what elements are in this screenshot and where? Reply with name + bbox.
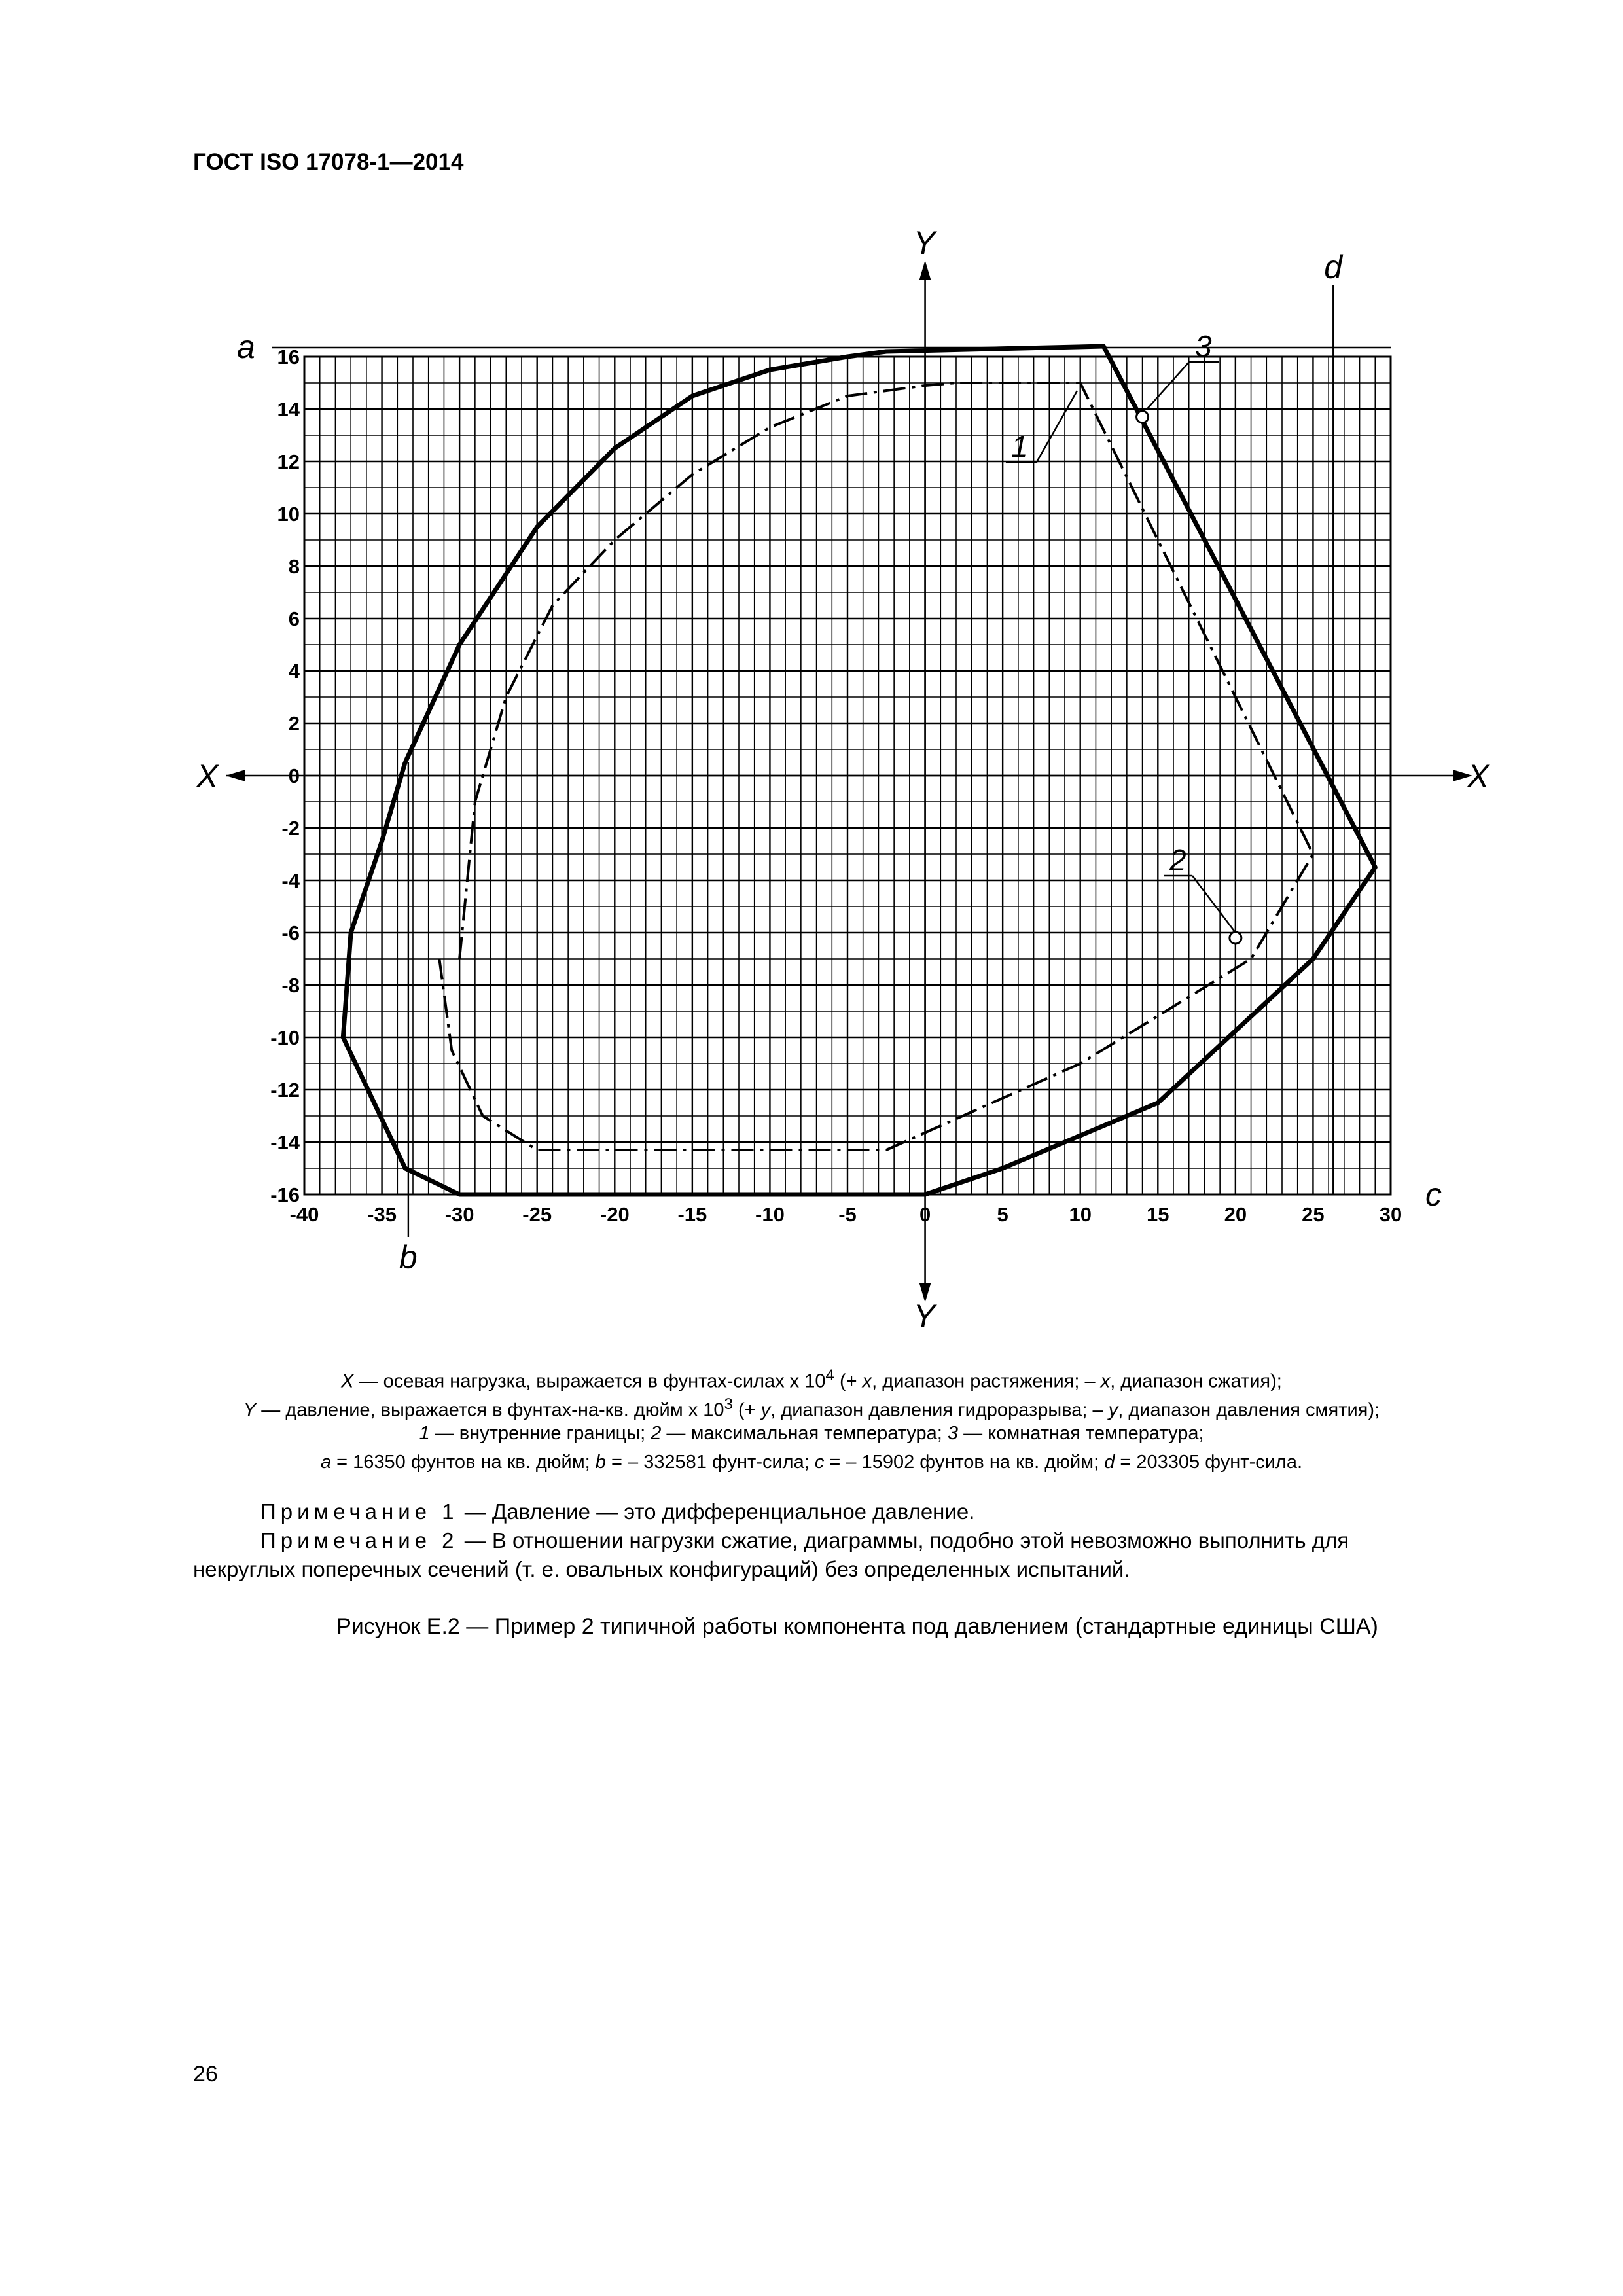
y-tick-label: 0 [288,764,300,787]
marker-2 [1230,932,1241,944]
x-tick-label: 10 [1069,1203,1092,1226]
y-axis-label-bottom: Y [913,1298,935,1335]
callout-label-3: 3 [1195,329,1212,363]
page-number: 26 [193,2062,218,2087]
callout-label-2: 2 [1169,843,1186,877]
x-axis-label-right: X [1467,758,1489,795]
tick-labels [270,346,1402,1226]
x-tick-label: -25 [522,1203,552,1226]
y-tick-label: 14 [277,398,300,421]
x-tick-label: -15 [677,1203,707,1226]
y-tick-label: -4 [281,869,300,892]
ref-label-b: b [399,1239,418,1276]
y-tick-label: 10 [277,503,300,526]
x-axis-arrow-left [226,770,245,781]
legend-line-2: Y — давление, выражается в фунтах-на-кв. дюйм x $10^3$ (+ y, диапазон давления гидроразрыва; – y, диапазон давления смятия); [243,1395,1380,1421]
x-axis-label-left: X [196,758,219,795]
x-tick-label: -20 [599,1203,630,1226]
y-tick-label: -2 [281,817,300,840]
x-tick-label: 15 [1147,1203,1169,1226]
y-tick-label: 2 [288,712,300,735]
x-tick-label: 0 [919,1203,931,1226]
y-tick-label: 4 [288,660,300,683]
callout-label-1: 1 [1011,429,1028,463]
x-tick-label: -10 [755,1203,785,1226]
callout-leader [1037,391,1077,462]
reference-lines [272,285,1391,1237]
ref-label-a: a [237,329,255,365]
ref-label-d: d [1324,249,1343,285]
y-tick-label: 16 [277,346,300,368]
x-tick-label: -35 [367,1203,397,1226]
note-2: Примечание 2 — В отношении нагрузки сжатие, диаграммы, подобно этой невозможно выполнить для [260,1528,1349,1552]
legend-line-3: 1 — внутренние границы; 2 — максимальная температура; 3 — комнатная температура; [419,1423,1204,1444]
x-tick-label: 20 [1224,1203,1247,1226]
y-tick-label: -6 [281,922,300,944]
x-tick-label: 5 [997,1203,1008,1226]
x-tick-label: 30 [1379,1203,1402,1226]
x-tick-label: -5 [838,1203,857,1226]
note-2-continuation: некруглых поперечных сечений (т. е. овальных конфигураций) без определенных испытаний. [193,1557,1130,1581]
y-tick-label: -12 [270,1079,300,1102]
document-header: ГОСТ ISO 17078-1—2014 [193,149,464,175]
y-axis-arrow-top [919,260,931,280]
callout-leader [1192,876,1236,933]
y-tick-label: -10 [270,1026,300,1049]
y-tick-label: 8 [288,555,300,578]
y-tick-label: -14 [270,1131,300,1154]
x-tick-label: -40 [289,1203,319,1226]
y-tick-label: 6 [288,607,300,630]
marker-3 [1137,411,1149,423]
note-1: Примечание 1 — Давление — это дифференциальное давление. [260,1499,975,1524]
ref-label-c: c [1425,1176,1442,1213]
y-tick-label: 12 [277,450,300,473]
y-tick-label: -8 [281,974,300,997]
callout-leader [1147,362,1189,409]
y-axis-label-top: Y [913,224,935,261]
x-tick-label: -30 [444,1203,474,1226]
legend-line-4: a = 16350 фунтов на кв. дюйм; b = – 332581 фунт-сила; c = – 15902 фунтов на кв. дюйм; d = 203305 фунт-сила. [320,1452,1303,1473]
x-tick-label: 25 [1302,1203,1325,1226]
figure-title: Рисунок Е.2 — Пример 2 типичной работы компонента под давлением (стандартные единицы США) [336,1614,1378,1639]
y-tick-label: -16 [270,1183,300,1206]
legend-line-1: X — осевая нагрузка, выражается в фунтах-силах x $10^4$ (+ x, диапазон растяжения; – x, диапазон сжатия); [341,1367,1282,1392]
